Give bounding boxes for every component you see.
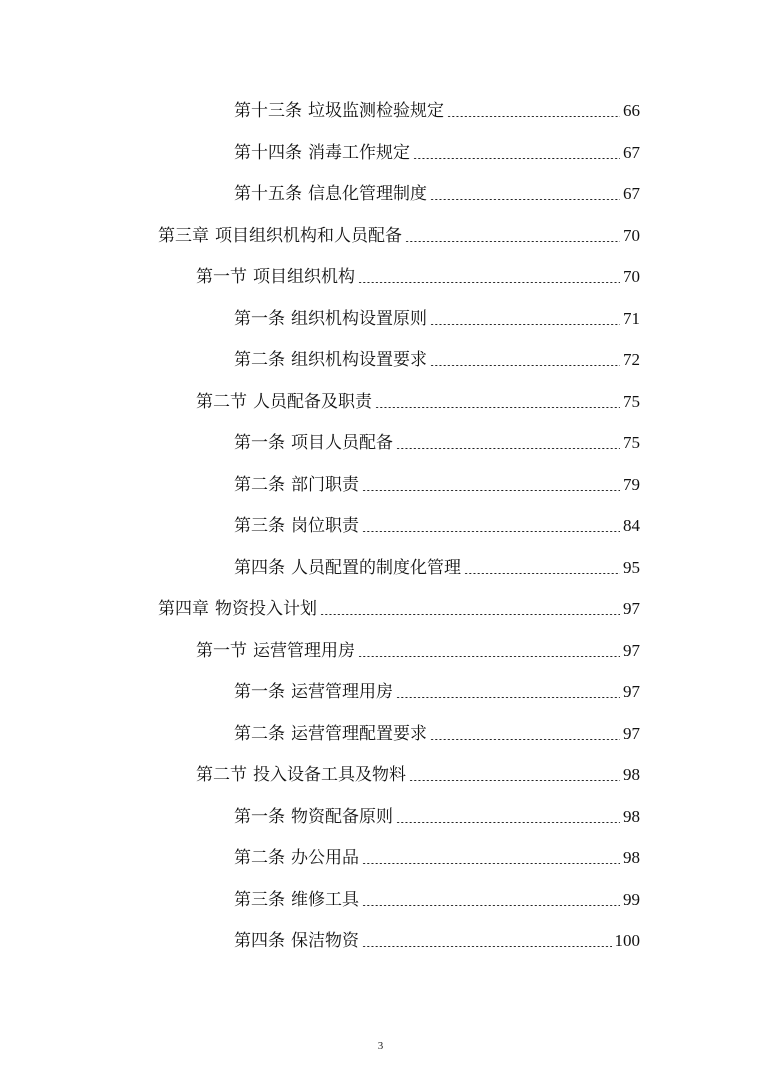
- toc-entry[interactable]: [234, 924, 640, 952]
- toc-entry[interactable]: [234, 800, 640, 828]
- toc-entry[interactable]: [234, 883, 640, 911]
- toc-dot-leader: [362, 946, 612, 947]
- toc-entry-label: 第一条: [234, 682, 285, 702]
- toc-entry[interactable]: [234, 841, 640, 869]
- toc-entry[interactable]: [234, 177, 640, 205]
- toc-entry-page: 97: [623, 682, 640, 701]
- toc-entry-title: 垃圾监测检验规定: [308, 101, 444, 121]
- toc-entry-page: 97: [623, 724, 640, 743]
- toc-entry[interactable]: [234, 551, 640, 579]
- toc-dot-leader: [409, 780, 620, 781]
- toc-entry-title: 运营管理用房: [291, 682, 393, 702]
- toc-dot-leader: [358, 282, 620, 283]
- toc-entry-title: 部门职责: [291, 475, 359, 495]
- toc-entry-label: 第一节: [196, 267, 247, 287]
- toc-entry-title: 维修工具: [291, 890, 359, 910]
- toc-entry-page: 70: [623, 267, 640, 286]
- toc-dot-leader: [430, 199, 620, 200]
- toc-entry-section[interactable]: [196, 634, 640, 662]
- toc-entry-title: 运营管理用房: [253, 641, 355, 661]
- toc-entry-label: 第二条: [234, 724, 285, 744]
- toc-entry-label: 第三章: [158, 226, 209, 246]
- toc-dot-leader: [362, 531, 620, 532]
- toc-entry-label: 第二节: [196, 765, 247, 785]
- toc-dot-leader: [430, 324, 620, 325]
- toc-entry-page: 97: [623, 599, 640, 618]
- toc-entry-label: 第一条: [234, 433, 285, 453]
- toc-dot-leader: [362, 863, 620, 864]
- toc-entry-label: 第一条: [234, 807, 285, 827]
- toc-entry-page: 72: [623, 350, 640, 369]
- toc-dot-leader: [375, 407, 620, 408]
- toc-entry-label: 第三条: [234, 516, 285, 536]
- toc-dot-leader: [430, 365, 620, 366]
- toc-entry-title: 办公用品: [291, 848, 359, 868]
- toc-entry[interactable]: [234, 675, 640, 703]
- toc-entry-label: 第二节: [196, 392, 247, 412]
- toc-entry-label: 第四章: [158, 599, 209, 619]
- toc-entry-label: 第二条: [234, 848, 285, 868]
- toc-entry-page: 67: [623, 143, 640, 162]
- toc-entry[interactable]: [234, 94, 640, 122]
- toc-entry-label: 第一节: [196, 641, 247, 661]
- toc-entry-page: 75: [623, 392, 640, 411]
- toc-entry-title: 物资配备原则: [291, 807, 393, 827]
- toc-entry-section[interactable]: [196, 260, 640, 288]
- toc-entry-page: 71: [623, 309, 640, 328]
- toc-entry-page: 97: [623, 641, 640, 660]
- toc-entry[interactable]: [234, 343, 640, 371]
- toc-dot-leader: [362, 490, 620, 491]
- toc-entry-label: 第十三条: [234, 101, 302, 121]
- toc-entry-label: 第十四条: [234, 143, 302, 163]
- toc-entry[interactable]: [234, 136, 640, 164]
- toc-dot-leader: [413, 158, 620, 159]
- toc-entry-section[interactable]: [196, 758, 640, 786]
- toc-entry-page: 67: [623, 184, 640, 203]
- toc-entry-title: 信息化管理制度: [308, 184, 427, 204]
- toc-entry-page: 95: [623, 558, 640, 577]
- toc-entry-section[interactable]: [196, 385, 640, 413]
- toc-entry-label: 第四条: [234, 558, 285, 578]
- toc-entry-title: 项目组织机构: [253, 267, 355, 287]
- toc-entry-label: 第一条: [234, 309, 285, 329]
- toc-entry-page: 70: [623, 226, 640, 245]
- toc-entry-title: 项目人员配备: [291, 433, 393, 453]
- toc-dot-leader: [320, 614, 620, 615]
- toc-entry-page: 79: [623, 475, 640, 494]
- toc-entry-page: 84: [623, 516, 640, 535]
- toc-entry-page: 98: [623, 765, 640, 784]
- toc-entry-chapter[interactable]: [158, 592, 640, 620]
- toc-entry[interactable]: [234, 509, 640, 537]
- toc-dot-leader: [396, 697, 620, 698]
- toc-dot-leader: [396, 822, 620, 823]
- toc-entry-label: 第二条: [234, 475, 285, 495]
- toc-entry-title: 物资投入计划: [215, 599, 317, 619]
- toc-entry-title: 人员配备及职责: [253, 392, 372, 412]
- toc-dot-leader: [362, 905, 620, 906]
- toc-entry-label: 第十五条: [234, 184, 302, 204]
- toc-entry-title: 投入设备工具及物料: [253, 765, 406, 785]
- page-number: 3: [377, 1040, 384, 1052]
- toc-entry-title: 组织机构设置要求: [291, 350, 427, 370]
- toc-entry[interactable]: [234, 302, 640, 330]
- toc-entry[interactable]: [234, 717, 640, 745]
- toc-entry-page: 66: [623, 101, 640, 120]
- toc-entry-page: 99: [623, 890, 640, 909]
- toc-dot-leader: [447, 116, 620, 117]
- toc-entry[interactable]: [234, 468, 640, 496]
- toc-entry-title: 保洁物资: [291, 931, 359, 951]
- toc-entry-title: 项目组织机构和人员配备: [215, 226, 402, 246]
- toc-dot-leader: [396, 448, 620, 449]
- toc-entry-page: 75: [623, 433, 640, 452]
- toc-entry-page: 98: [623, 848, 640, 867]
- toc-dot-leader: [405, 241, 620, 242]
- toc-entry-chapter[interactable]: [158, 219, 640, 247]
- toc-entry-label: 第二条: [234, 350, 285, 370]
- toc-entry-title: 岗位职责: [291, 516, 359, 536]
- toc-entry-label: 第四条: [234, 931, 285, 951]
- toc-entry-title: 消毒工作规定: [308, 143, 410, 163]
- toc-dot-leader: [464, 573, 620, 574]
- toc-dot-leader: [358, 656, 620, 657]
- toc-entry-page: 100: [614, 931, 640, 950]
- toc-entry[interactable]: [234, 426, 640, 454]
- toc-dot-leader: [430, 739, 620, 740]
- toc-entry-title: 组织机构设置原则: [291, 309, 427, 329]
- toc-entry-page: 98: [623, 807, 640, 826]
- toc-entry-title: 人员配置的制度化管理: [291, 558, 461, 578]
- toc-entry-title: 运营管理配置要求: [291, 724, 427, 744]
- toc-entry-label: 第三条: [234, 890, 285, 910]
